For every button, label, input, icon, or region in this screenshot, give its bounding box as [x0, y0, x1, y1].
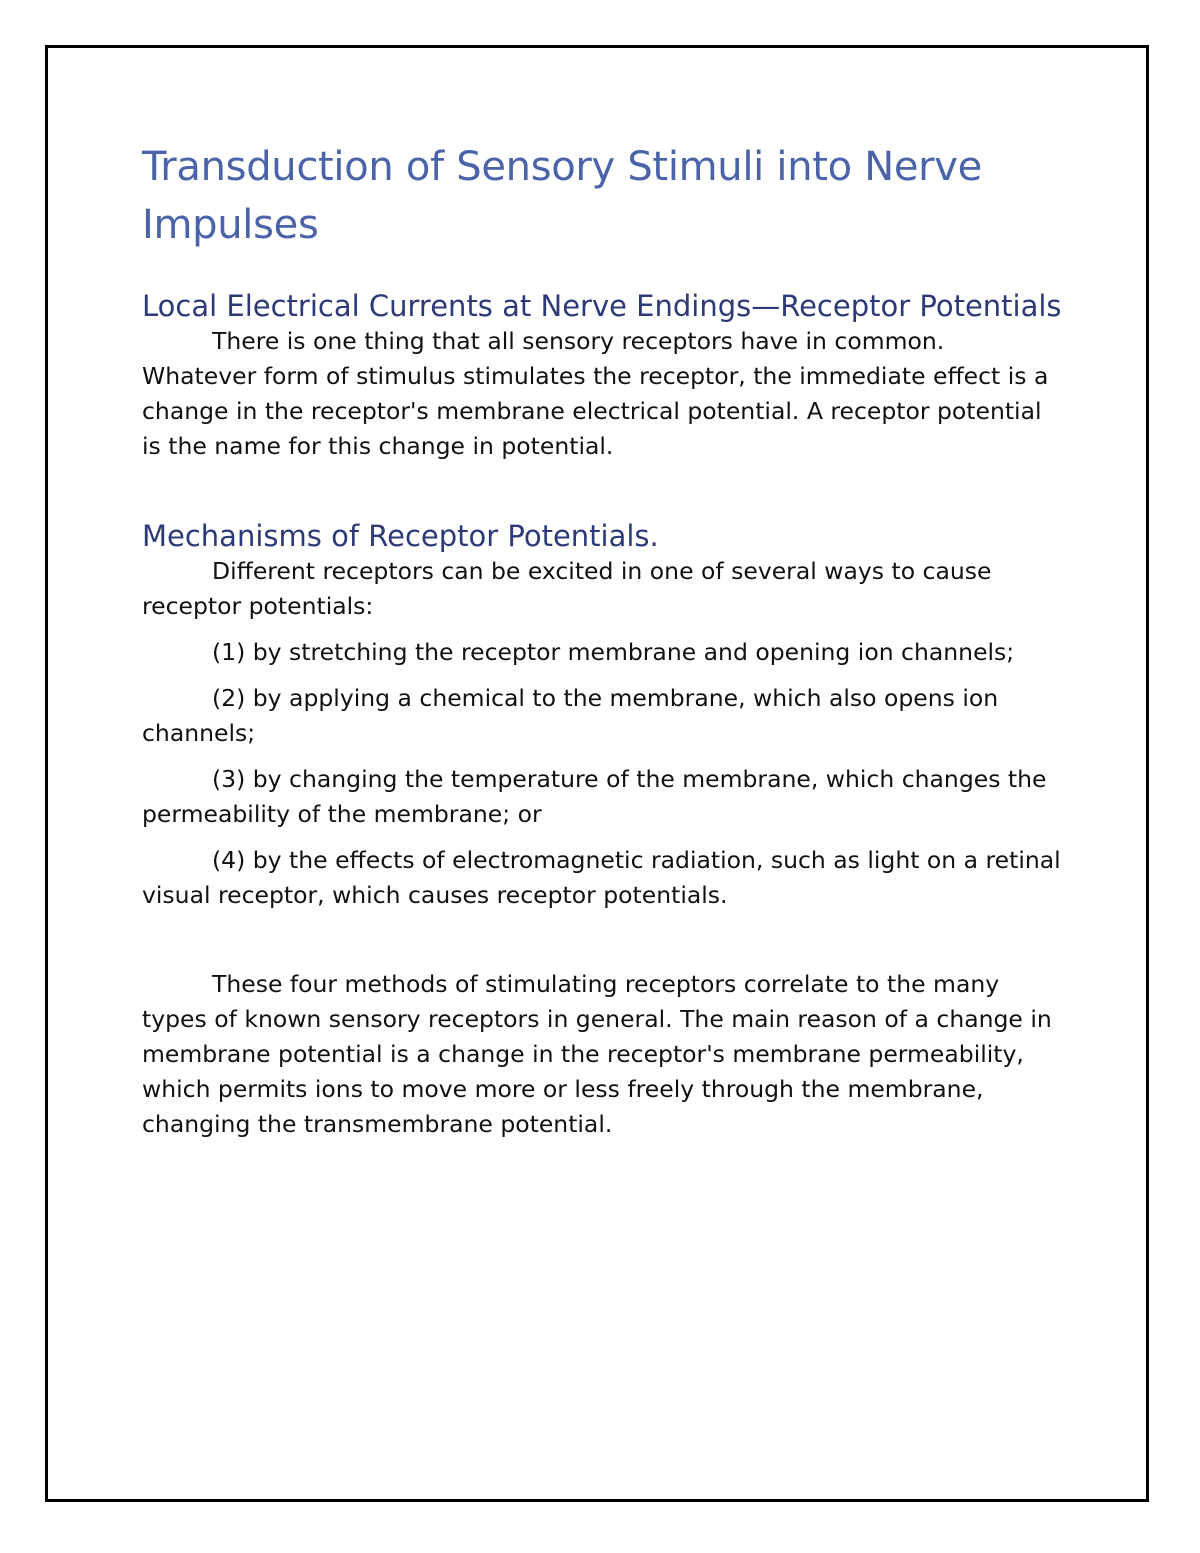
section-heading-mechanisms: Mechanisms of Receptor Potentials.: [142, 519, 659, 553]
paragraph-receptor-potential: There is one thing that all sensory receptors have in common. Whatever form of stimulus stimulates the receptor, the immediate effect is a change in the receptor's membrane electrical potential. A receptor potential is the name for this change in potential.: [142, 327, 1049, 460]
document-body: [142, 138, 1062, 1142]
section-heading-local-currents: Local Electrical Currents at Nerve Endings—Receptor Potentials: [142, 289, 1062, 323]
list-item-chemical: (2) by applying a chemical to the membrane, which also opens ion channels;: [142, 684, 999, 747]
list-item-electromagnetic: (4) by the effects of electromagnetic radiation, such as light on a retinal visual receptor, which causes receptor potentials.: [142, 846, 1061, 909]
document-title: Transduction of Sensory Stimuli into Nerve Impulses: [142, 144, 982, 248]
paragraph-closing: These four methods of stimulating receptors correlate to the many types of known sensory receptors in general. The main reason of a change in membrane potential is a change in the receptor's membrane permeability, which permits ions to move more or less freely through the membrane, changing the transmembrane potential.: [142, 970, 1052, 1138]
list-item-stretching: (1) by stretching the receptor membrane and opening ion channels;: [212, 638, 1015, 666]
list-item-temperature: (3) by changing the temperature of the membrane, which changes the permeability of the membrane; or: [142, 765, 1047, 828]
paragraph-mechanisms-intro: Different receptors can be excited in one of several ways to cause receptor potentials:: [142, 557, 992, 620]
